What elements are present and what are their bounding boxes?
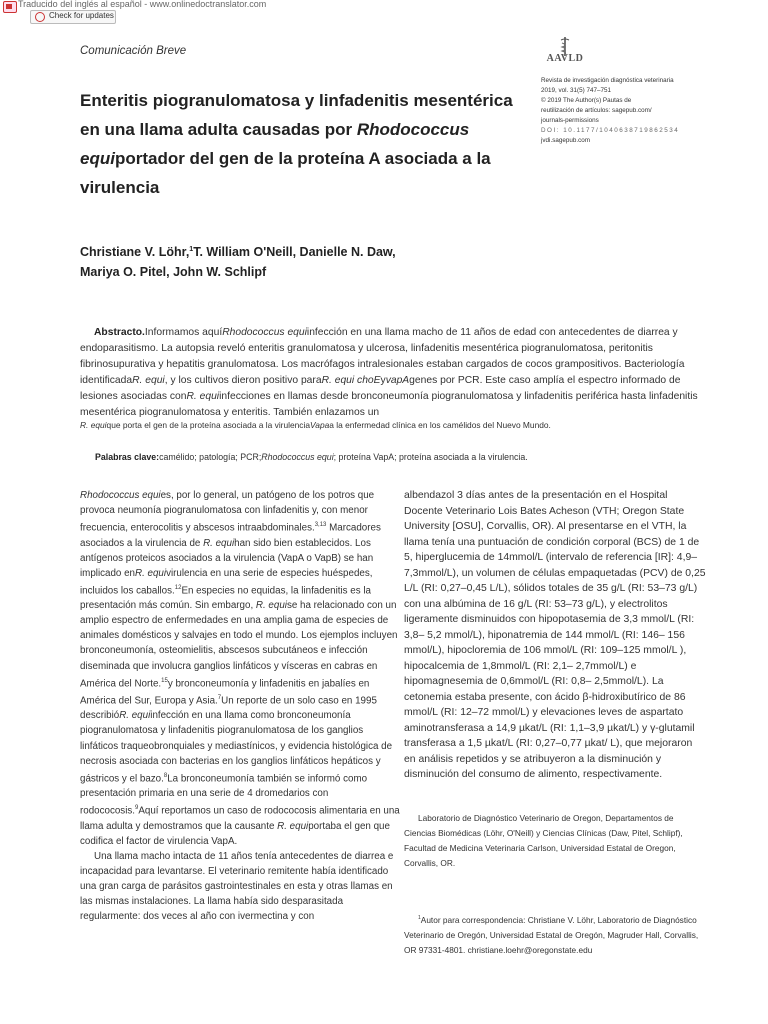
journal-name: Revista de investigación diagnóstica veterinaria: [541, 77, 674, 84]
citation: 12: [174, 584, 182, 591]
check-updates-button[interactable]: [30, 10, 116, 24]
title-part2: portador del gen de la proteína A asociada a la virulencia: [80, 149, 491, 197]
journal-permissions-link[interactable]: journals-permissions: [541, 117, 599, 124]
abstract-gene: vapA: [385, 375, 410, 386]
journal-doi[interactable]: DOI: 10.1177/1040638719862534: [541, 127, 680, 134]
abstract-text: que porta el gen de la proteína asociada a la virulencia: [106, 420, 311, 430]
section-label: Comunicación Breve: [80, 45, 187, 57]
translator-text[interactable]: Traducido del inglés al español - www.onlinedoctranslator.com: [18, 0, 267, 9]
abstract-text: , y los cultivos dieron positivo para: [164, 375, 322, 386]
body-text: Un reporte de un solo caso en 1995 describió: [80, 695, 377, 722]
abstract-tail: [80, 420, 700, 430]
journal-copyright: © 2019 The Author(s) Pautas de: [541, 97, 632, 104]
abstract-text: infecciones en llamas desde bronconeumonía piogranulomatosa y linfadenitis periférica hasta linfadenitis mesentérica piogranulomatosa y enteritis. También enlazamos un: [80, 391, 698, 418]
journal-info: [541, 76, 711, 146]
keywords-text: camélido; patología; PCR;: [159, 452, 262, 462]
authors: [80, 240, 500, 282]
translator-banner: [0, 0, 267, 24]
abstract-text: y: [380, 375, 386, 386]
body-text: es, por lo general, un patógeno de los potros que provoca neumonía piogranulomatosa con linfadenitis y, con menor frecuencia, enterocolitis y abscesos intraabdominales.: [80, 490, 375, 534]
keywords-text: ; proteína VapA; proteína asociada a la virulencia.: [333, 452, 528, 462]
body-text: han sido bien establecidos. Los antígenos proteicos asociados a la virulencia (VapA o VapB) se han implicado en: [80, 537, 374, 579]
body-text: y bronconeumonía y linfadenitis en jabalíes en América del Sur, Europa y Asia.: [80, 677, 370, 707]
authors-line1: T. William O'Neill, Danielle N. Daw,: [193, 245, 396, 260]
organism-name: R. equi: [203, 537, 235, 549]
citation: 3,13: [314, 522, 327, 529]
body-text: se ha relacionado con un amplio espectro de enfermedades en una amplia gama de especies de animales domésticos y salvajes en todo el mundo. Los ejemplos incluyen bronconeumonía, osteomielitis, abscesos subcutáneos e infección diseminada que involucra ganglios linfáticos y vísceras en cabras en América del Norte.: [80, 600, 398, 689]
abstract-text: infección en una llama macho de 11 años de edad con antecedentes de diarrea y endoparasitismo. La autopsia reveló enteritis granulomatosa y ulcerosa, linfadenitis mesentérica piogranulomatosa, peritonitis fibrinosupurativa y hepatitis granulomatosa. Los macrófagos intralesionales estaban cargados de cocos grampositivos. Bacteriología identificada: [80, 327, 685, 386]
article-title: [80, 86, 530, 202]
organism-name: R. equi: [277, 820, 309, 832]
body-text: La bronconeumonía también se informó como presentación primaria en una serie de 4 dromedarios con rodococosis.: [80, 773, 368, 817]
title-organism: Rhodococcus equi: [80, 120, 470, 168]
title-part1: Enteritis piogranulomatosa y linfadenitis mesentérica en una llama adulta causadas por: [80, 91, 513, 139]
abstract-text: a la enfermedad clínica en los camélidos del Nuevo Mundo.: [329, 420, 551, 430]
body-text: En especies no equidas, la linfadenitis es la presentación más común. Sin embargo,: [80, 585, 371, 612]
journal-volume: 2019, vol. 31(5) 747–751: [541, 87, 612, 94]
check-updates-label: Check for updates: [49, 11, 114, 20]
abstract-organism: R. equi: [132, 375, 165, 386]
organism-name: Rhodococcus equi: [80, 490, 161, 501]
pdf-icon: [3, 1, 17, 13]
citation: 8: [163, 772, 168, 779]
update-icon: [35, 12, 45, 22]
body-column-left: [80, 488, 402, 924]
aavld-logo: [541, 36, 589, 64]
body-text: Marcadores asociados a la virulencia de: [80, 522, 381, 549]
svg-text:AAVLD: AAVLD: [546, 53, 584, 64]
body-text: virulencia en una serie de especies huéspedes, incluidos los caballos.: [80, 567, 373, 597]
abstract-gene: Vapa: [310, 420, 330, 430]
keywords: [95, 452, 715, 462]
journal-website[interactable]: jvdi.sagepub.com: [541, 137, 591, 144]
footnote-marker: 1: [418, 915, 421, 921]
correspondence-footnote: [404, 911, 706, 958]
correspondence-text[interactable]: Autor para correspondencia: Christiane V. Löhr, Laboratorio de Diagnóstico Veterinario de Oregón, Universidad Estatal de Oregón, Magruder Hall, Corvallis, OR 97331-4801. christiane.loehr@oregonstate.edu: [404, 914, 699, 955]
keywords-organism: Rhodococcus equi: [261, 452, 334, 462]
citation: 7: [217, 695, 222, 702]
abstract: [80, 325, 700, 421]
body-paragraph: Una llama macho intacta de 11 años tenía antecedentes de diarrea e incapacidad para levantarse. El veterinario remitente había identificado una gran carga de parásitos gastrointestinales en esta y otras llamas en las mismas instalaciones. La llama había sido desparasitada regularmente: dos veces al año con ivermectina y con: [80, 850, 394, 923]
abstract-text: Informamos aquí: [144, 327, 223, 338]
organism-name: R. equi: [135, 567, 167, 579]
abstract-organism: R. equi: [186, 391, 220, 402]
abstract-text: genes por PCR. Este caso amplía el espectro informado de lesiones asociadas con: [80, 375, 681, 402]
organism-name: R. equi: [255, 600, 287, 612]
body-paragraph: albendazol 3 días antes de la presentación en el Hospital Docente Veterinario Lois Bates Acheson (VTH; Oregon State University [OSU], Corvallis, OR). Al presentarse en el VTH, la llama tenía una puntuación de condición corporal (BCS) de 1 de 5, hiperglucemia de 14mmol/L (intervalo de referencia [IR]: 4,9– 7,3mmol/L), un volumen de células empaquetadas (PCV) de 0,25 L/L (RI: 0,27–0,45 L/L), sólidos totales de 35 g/L (RI: 53–73 g/L) con una albúmina de 16 g/L (RI: 53–73 g/L), y electrolitos ligeramente disminuidos con hipopotasemia de 3,3 mmol/L (RI: 3,8– 5,2 mmol/L), hiponatremia de 144 mmol/L (RI: 146– 156 mmol/L), hipocloremia de 106 mmol/L (RI: 109–125 mmol/L ), hipocalcemia de 1,8mmol/L (RI: 2,1– 2,7mmol/L) e hipomagnesemia de 0,6mmol/L (RI: 0,8– 2,5mmol/L). La cetonemia estaba presente, con ácido β-hidroxibutírico de 86 mmol/L (RI: 12–72 mmol/L) y elevaciones leves de aspartato aminotransferasa a 14,9 µkat/L (RI: 1,1–3,9 µkat/L) y γ-glutamil transferasa a 1,5 µkat/L (RI: 0,27–0,77 µkat/ L), que mejoraron en análisis repetidos y se atribuyeron a la disminución y disminución del consumo de alimento, respectivamente.: [404, 490, 706, 780]
authors-line2: Mariya O. Pitel, John W. Schlipf: [80, 265, 267, 280]
body-paragraph: [80, 488, 402, 849]
body-text: portaba el gen que codifica el factor de virulencia VapA.: [80, 820, 390, 847]
body-column-right: [404, 488, 706, 783]
abstract-organism: Rhodococcus equi: [222, 327, 307, 338]
abstract-label: Abstracto.: [94, 327, 145, 338]
body-text: Aquí reportamos un caso de rodococosis alimentaria en una llama adulta y demostramos que la causante: [80, 805, 400, 832]
abstract-gene: R. equi choE: [321, 375, 381, 386]
affiliation-footnote: Laboratorio de Diagnóstico Veterinario de Oregon, Departamentos de Ciencias Biomédicas (Löhr, O'Neill) y Ciencias Clínicas (Daw, Pitel, Schlipf), Facultad de Medicina Veterinaria Carlson, Universidad Estatal de Oregon, Corvallis, OR.: [404, 813, 683, 868]
keywords-label: Palabras clave:: [95, 452, 160, 462]
citation: 9: [135, 805, 139, 812]
abstract-organism: R. equi: [80, 420, 107, 430]
organism-name: R. equi: [119, 710, 151, 722]
body-text: infección en una llama como bronconeumonía piogranulomatosa y linfadenitis piogranulomatosa de los ganglios linfáticos traqueobronquiales y mediastínicos, y evidencia histológica de necrosis asociada con bacterias en los ganglios linfáticos hepáticos y gástricos y el bazo.: [80, 710, 393, 785]
author-sup: 1: [189, 246, 194, 253]
author-lohr: Christiane V. Löhr,: [80, 245, 190, 260]
journal-reuse: reutilización de artículos: sagepub.com/: [541, 107, 652, 114]
citation: 15: [161, 677, 168, 684]
